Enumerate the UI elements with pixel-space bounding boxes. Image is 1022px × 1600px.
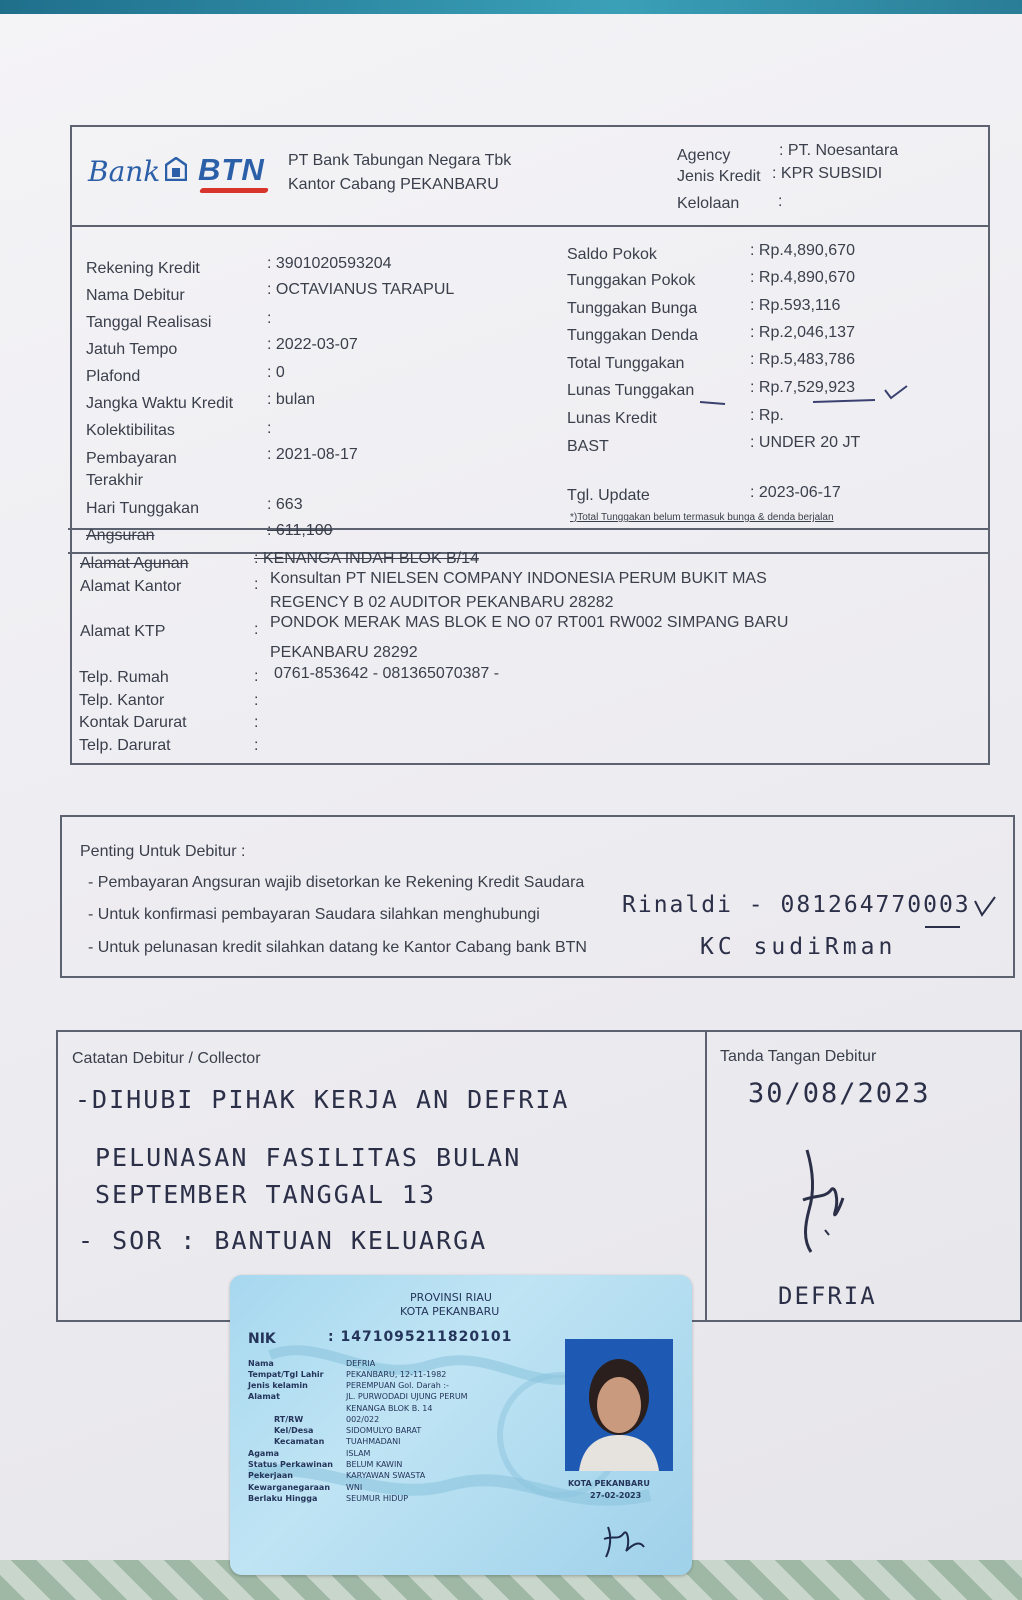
ktp-value: KENANGA BLOK B. 14 xyxy=(346,1404,433,1413)
ktp-label: Tempat/Tgl Lahir xyxy=(248,1370,324,1379)
field-value: : Rp.593,116 xyxy=(750,297,841,314)
handwritten-note: SEPTEMBER TANGGAL 13 xyxy=(95,1180,437,1209)
ktp-value: PEKANBARU, 12-11-1982 xyxy=(346,1370,447,1379)
ktp-label: Nama xyxy=(248,1359,274,1368)
notice-line: - Pembayaran Angsuran wajib disetorkan ke Rekening Kredit Saudara xyxy=(88,874,585,891)
field-label: Tunggakan Denda xyxy=(567,327,699,344)
ktp-label: Agama xyxy=(248,1449,280,1458)
field-label: Pembayaran xyxy=(86,450,177,467)
ktp-value: BELUM KAWIN xyxy=(346,1460,403,1469)
address-kantor-label: Alamat Kantor xyxy=(80,578,182,595)
notice-line: - Untuk pelunasan kredit silahkan datang ke Kantor Cabang bank BTN xyxy=(88,939,587,956)
notes-divider xyxy=(705,1030,707,1322)
field-value: : xyxy=(267,420,272,437)
ktp-nik-label: NIK xyxy=(248,1331,276,1347)
kelolaan-value: : xyxy=(778,193,783,210)
address-agunan-value: : KENANGA INDAH BLOK B/14 xyxy=(254,550,479,567)
ktp-label: Status Perkawinan xyxy=(248,1460,333,1469)
field-value: : Rp.7,529,923 xyxy=(750,379,855,396)
telp-kantor-label: Telp. Kantor xyxy=(79,692,165,709)
ktp-label: Berlaku Hingga xyxy=(248,1494,318,1503)
address-divider-2 xyxy=(68,552,990,554)
kontak-darurat-label: Kontak Darurat xyxy=(79,714,187,731)
field-label: Tgl. Update xyxy=(567,487,650,504)
bank-branch-name: Kantor Cabang PEKANBARU xyxy=(288,176,499,193)
ktp-value: SEUMUR HIDUP xyxy=(346,1494,409,1503)
field-label: Tanggal Realisasi xyxy=(86,314,212,331)
signature-name: DEFRIA xyxy=(778,1282,877,1310)
handwritten-contact: Rinaldi - 081264770003 xyxy=(622,892,971,918)
field-value: : Rp. xyxy=(750,407,784,424)
field-value: : Rp.2,046,137 xyxy=(750,324,855,341)
handwritten-date: 30/08/2023 xyxy=(748,1078,931,1109)
field-label: Rekening Kredit xyxy=(86,260,200,277)
field-label: Angsuran xyxy=(86,527,155,544)
field-value: : OCTAVIANUS TARAPUL xyxy=(267,281,455,298)
colon: : xyxy=(254,621,259,638)
ktp-value: WNI xyxy=(346,1483,363,1492)
bank-logo-word: Bank xyxy=(88,155,161,188)
ktp-province: PROVINSI RIAU xyxy=(410,1291,492,1304)
address-agunan-label: Alamat Agunan xyxy=(80,555,189,572)
field-label: Plafond xyxy=(86,368,141,385)
field-label: Kolektibilitas xyxy=(86,422,175,439)
kelolaan-label: Kelolaan xyxy=(677,195,740,212)
field-value: : 0 xyxy=(267,364,285,381)
field-value: : 2023-06-17 xyxy=(750,484,841,501)
field-value: : 2022-03-07 xyxy=(267,336,358,353)
address-kantor-value: Konsultan PT NIELSEN COMPANY INDONESIA PERUM BUKIT MAS xyxy=(270,570,767,587)
btn-house-icon xyxy=(165,157,187,181)
colon: : xyxy=(254,668,259,685)
field-value: : Rp.4,890,670 xyxy=(750,269,855,286)
address-ktp-label: Alamat KTP xyxy=(80,623,166,640)
field-value: : Rp.5,483,786 xyxy=(750,351,855,368)
ktp-label: Kel/Desa xyxy=(274,1426,314,1435)
telp-rumah-value: 0761-853642 - 081365070387 - xyxy=(274,665,500,682)
field-value: : bulan xyxy=(267,391,316,408)
ktp-city: KOTA PEKANBARU xyxy=(400,1305,500,1318)
field-label: BAST xyxy=(567,438,609,455)
address-ktp-value: PONDOK MERAK MAS BLOK E NO 07 RT001 RW002 SIMPANG BARU xyxy=(270,614,789,631)
agency-value: : PT. Noesantara xyxy=(779,142,899,159)
ktp-value: DEFRIA xyxy=(346,1359,376,1368)
check-mark-icon xyxy=(920,895,1000,935)
handwritten-note: - SOR : BANTUAN KELUARGA xyxy=(78,1226,488,1255)
handwritten-branch: KC sudiRman xyxy=(700,934,897,960)
notice-line: - Untuk konfirmasi pembayaran Saudara silahkan menghubungi xyxy=(88,906,540,923)
footnote: *)Total Tunggakan belum termasuk bunga & denda berjalan xyxy=(570,512,834,523)
field-value: : 663 xyxy=(267,496,303,513)
ktp-signature-image xyxy=(600,1521,650,1561)
bank-company-name: PT Bank Tabungan Negara Tbk xyxy=(288,152,512,169)
field-value: : 2021-08-17 xyxy=(267,446,358,463)
field-label: Tunggakan Bunga xyxy=(567,300,698,317)
agency-label: Agency xyxy=(677,147,731,164)
ktp-label: Kewarganegaraan xyxy=(248,1483,331,1492)
ktp-value: JL. PURWODADI UJUNG PERUM xyxy=(346,1392,468,1401)
field-label: Total Tunggakan xyxy=(567,355,685,372)
handwritten-note: -DIHUBI PIHAK KERJA AN DEFRIA xyxy=(75,1085,570,1114)
ktp-id-card xyxy=(230,1275,692,1575)
logo-swoosh xyxy=(199,188,269,193)
check-mark-icon xyxy=(695,380,915,410)
ktp-value: TUAHMADANI xyxy=(346,1437,401,1446)
notice-title: Penting Untuk Debitur : xyxy=(80,843,246,860)
jenis-kredit-value: : KPR SUBSIDI xyxy=(772,165,883,182)
jenis-kredit-label: Jenis Kredit xyxy=(677,168,761,185)
field-label: Lunas Kredit xyxy=(567,410,657,427)
signature-title: Tanda Tangan Debitur xyxy=(720,1048,877,1065)
ktp-issue-city: KOTA PEKANBARU xyxy=(568,1479,650,1488)
ktp-value: PEREMPUAN Gol. Darah :- xyxy=(346,1381,449,1390)
telp-darurat-label: Telp. Darurat xyxy=(79,737,171,754)
field-label: Lunas Tunggakan xyxy=(567,382,695,399)
header-divider xyxy=(70,225,990,227)
ktp-label: Kecamatan xyxy=(274,1437,325,1446)
ktp-value: SIDOMULYO BARAT xyxy=(346,1426,422,1435)
address-ktp-value-2: PEKANBARU 28292 xyxy=(270,644,418,661)
ktp-value: KARYAWAN SWASTA xyxy=(346,1471,426,1480)
btn-logo-word: BTN xyxy=(198,152,265,187)
ktp-label: Jenis kelamin xyxy=(248,1381,308,1390)
field-value: : 3901020593204 xyxy=(267,255,392,272)
ktp-label: RT/RW xyxy=(274,1415,304,1424)
field-label: Jatuh Tempo xyxy=(86,341,178,358)
colon: : xyxy=(254,714,259,731)
field-value: : xyxy=(267,310,272,327)
field-label-cont: Terakhir xyxy=(86,472,143,489)
field-label: Hari Tunggakan xyxy=(86,500,199,517)
field-value: : UNDER 20 JT xyxy=(750,434,861,451)
background-strip xyxy=(0,0,1022,14)
field-label: Jangka Waktu Kredit xyxy=(86,395,234,412)
field-value: : Rp.4,890,670 xyxy=(750,242,855,259)
field-label: Tunggakan Pokok xyxy=(567,272,696,289)
colon: : xyxy=(254,737,259,754)
person-portrait-icon xyxy=(565,1339,673,1471)
ktp-issue-date: 27-02-2023 xyxy=(590,1491,642,1500)
ktp-nik-value: : 1471095211820101 xyxy=(328,1329,513,1345)
address-kantor-value-2: REGENCY B 02 AUDITOR PEKANBARU 28282 xyxy=(270,594,614,611)
ktp-value: 002/022 xyxy=(346,1415,380,1424)
signature-image xyxy=(795,1140,855,1260)
field-value: : 611,100 xyxy=(267,522,333,539)
telp-rumah-label: Telp. Rumah xyxy=(79,669,169,686)
handwritten-note: PELUNASAN FASILITAS BULAN xyxy=(95,1143,522,1172)
ktp-label: Pekerjaan xyxy=(248,1471,293,1480)
ktp-label: Alamat xyxy=(248,1392,280,1401)
ktp-photo xyxy=(565,1339,673,1471)
address-divider xyxy=(68,528,990,530)
colon: : xyxy=(254,692,259,709)
ktp-value: ISLAM xyxy=(346,1449,371,1458)
colon: : xyxy=(254,576,259,593)
field-label: Saldo Pokok xyxy=(567,246,657,263)
notes-title: Catatan Debitur / Collector xyxy=(72,1050,261,1067)
field-label: Nama Debitur xyxy=(86,287,185,304)
